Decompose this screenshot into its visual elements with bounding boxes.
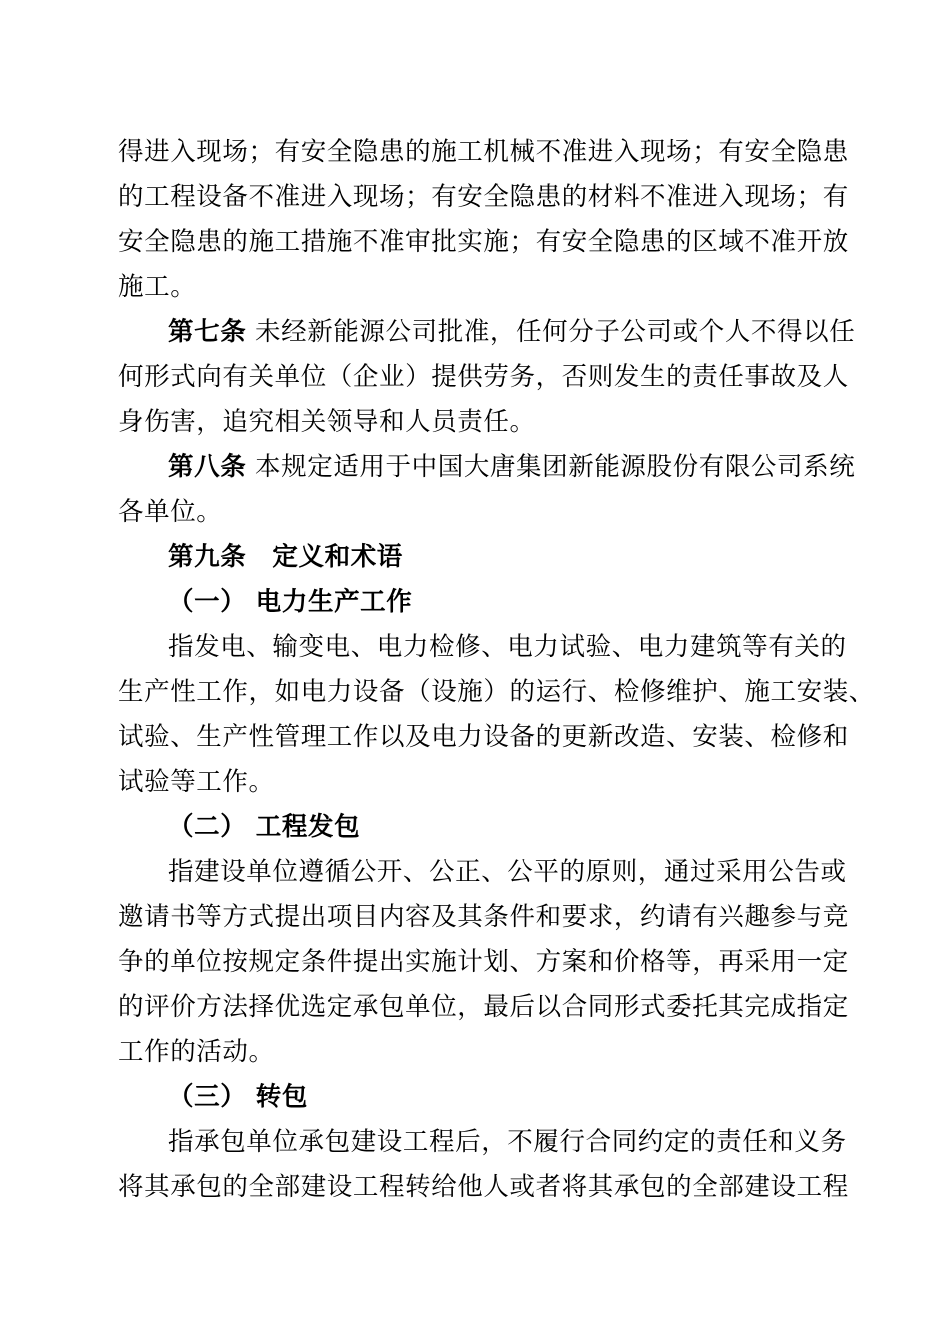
article-8-line [168, 452, 856, 482]
paragraph-line: 施工。 [118, 272, 197, 302]
paragraph-line: 的评价方法择优选定承包单位，最后以合同形式委托其完成指定 [118, 992, 849, 1022]
paragraph-line: 的工程设备不准进入现场；有安全隐患的材料不准进入现场；有 [118, 182, 849, 212]
article-8-text: 本规定适用于中国大唐集团新能源股份有限公司系统 [246, 452, 856, 482]
paragraph-line: 何形式向有关单位（企业）提供劳务，否则发生的责任事故及人 [118, 362, 849, 392]
paragraph-line: 试验等工作。 [118, 767, 275, 797]
article-7-text: 未经新能源公司批准，任何分子公司或个人不得以任 [246, 317, 856, 347]
paragraph-line: 安全隐患的施工措施不准审批实施；有安全隐患的区域不准开放 [118, 227, 849, 257]
section-heading: （二） 工程发包 [168, 812, 361, 842]
paragraph-line: 指发电、输变电、电力检修、电力试验、电力建筑等有关的 [168, 632, 847, 662]
paragraph-line: 指承包单位承包建设工程后，不履行合同约定的责任和义务 [168, 1127, 847, 1157]
paragraph-line: 身伤害，追究相关领导和人员责任。 [118, 407, 536, 437]
paragraph-line: 生产性工作，如电力设备（设施）的运行、检修维护、施工安装、 [118, 677, 875, 707]
paragraph-line: 将其承包的全部建设工程转给他人或者将其承包的全部建设工程 [118, 1172, 849, 1202]
article-8-label: 第八条 [168, 452, 247, 482]
paragraph-line: 工作的活动。 [118, 1037, 275, 1067]
paragraph-line: 争的单位按规定条件提出实施计划、方案和价格等，再采用一定 [118, 947, 849, 977]
paragraph-line: 各单位。 [118, 497, 223, 527]
article-9-heading: 第九条 定义和术语 [168, 542, 403, 572]
article-7-label: 第七条 [168, 317, 247, 347]
section-heading: （一） 电力生产工作 [168, 587, 413, 617]
paragraph-line: 得进入现场；有安全隐患的施工机械不准进入现场；有安全隐患 [118, 137, 849, 167]
article-7-line [168, 317, 856, 347]
section-heading: （三） 转包 [168, 1082, 308, 1112]
paragraph-line: 试验、生产性管理工作以及电力设备的更新改造、安装、检修和 [118, 722, 849, 752]
paragraph-line: 指建设单位遵循公开、公正、公平的原则，通过采用公告或 [168, 857, 847, 887]
paragraph-line: 邀请书等方式提出项目内容及其条件和要求，约请有兴趣参与竞 [118, 902, 849, 932]
